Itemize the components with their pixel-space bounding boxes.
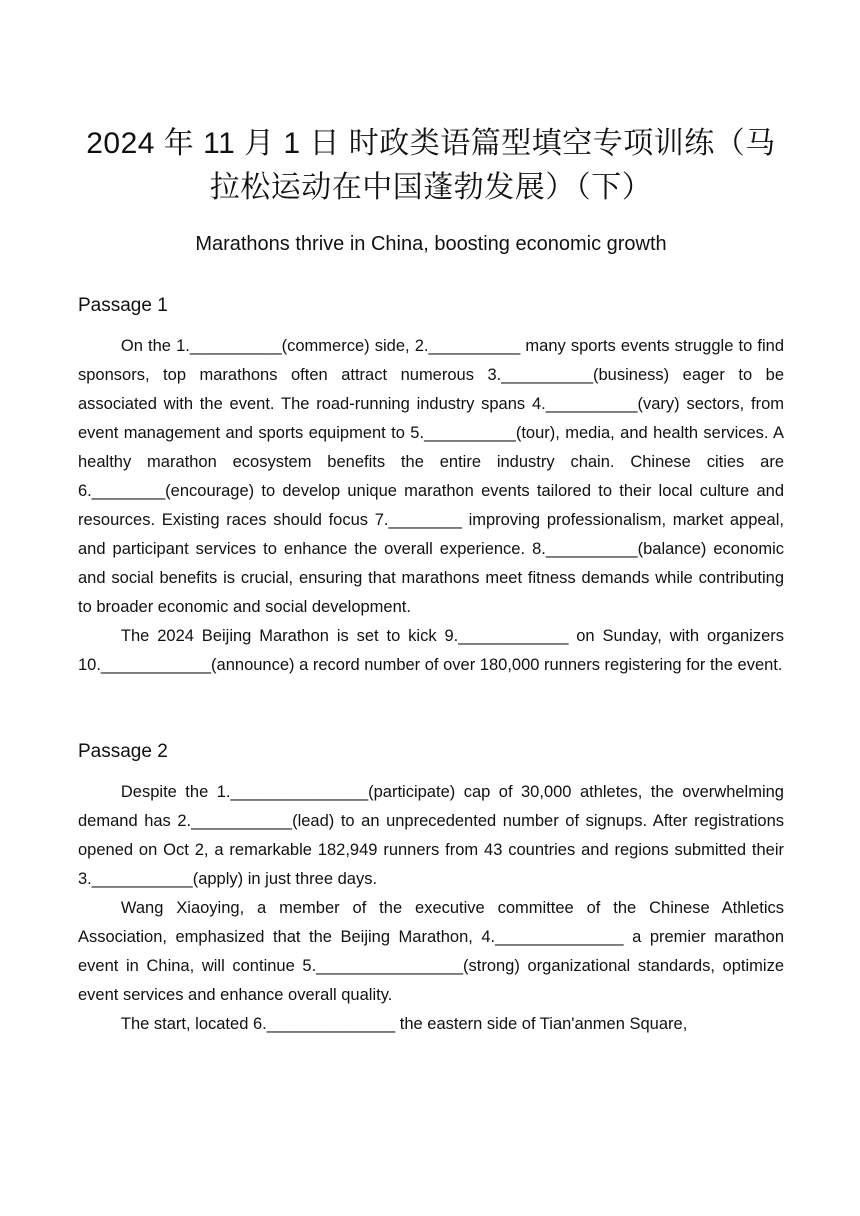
passage-2-paragraph-1: Despite the 1._______________(participate) cap of 30,000 athletes, the overwhelming demand has 2.___________(lead) to an unprecedented number of signups. After registrations opened on Oct 2, a remarkable 182,949 runners from 43 countries and regions submitted their 3.___________(apply) in just three days. (78, 783, 784, 888)
passage-1-paragraph-2: The 2024 Beijing Marathon is set to kick 9.____________ on Sunday, with organizers 10.____________(announce) a record number of over 180,000 runners registering for the event. (78, 627, 784, 674)
passage-2-paragraph-3: The start, located 6.______________ the eastern side of Tian'anmen Square, (120, 1015, 688, 1033)
passage-1-heading: Passage 1 (78, 295, 168, 316)
passage-1-paragraph-1: On the 1.__________(commerce) side, 2.__________ many sports events struggle to find sponsors, top marathons often attract numerous 3.__________(business) eager to be associated with the event. The road-running industry spans 4.__________(vary) sectors, from event management and sports equipment to 5.__________(tour), media, and health services. A healthy marathon ecosystem benefits the entire industry chain. Chinese cities are 6.________(encourage) to develop unique marathon events tailored to their local culture and resources. Existing races should focus 7.________ improving professionalism, market appeal, and participant services to enhance the overall experience. 8.__________(balance) economic and social benefits is crucial, ensuring that marathons meet fitness demands while contributing to broader economic and social development. (78, 337, 784, 616)
document-subtitle: Marathons thrive in China, boosting economic growth (195, 233, 667, 255)
title-line-2: 拉松运动在中国蓬勃发展）（下） (209, 171, 653, 204)
document-title (78, 122, 784, 210)
title-line-1: 2024 年 11 月 1 日 时政类语篇型填空专项训练（马 (86, 127, 776, 160)
passage-2-heading: Passage 2 (78, 741, 168, 762)
passage-2-paragraph-2: Wang Xiaoying, a member of the executive committee of the Chinese Athletics Association, emphasized that the Beijing Marathon, 4.______________ a premier marathon event in China, will continue 5.________________(strong) organizational standards, optimize event services and enhance overall quality. (78, 899, 784, 1004)
